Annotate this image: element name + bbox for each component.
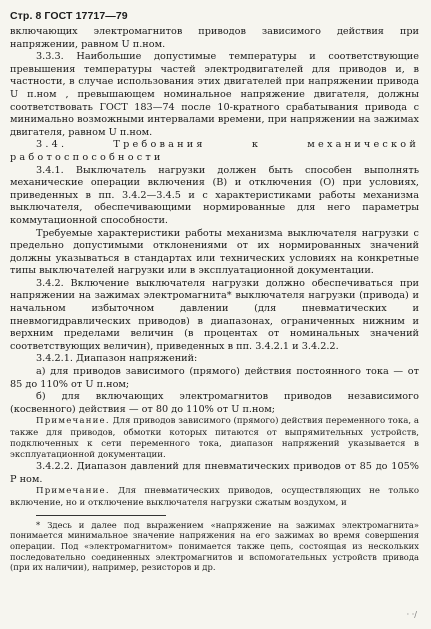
paragraph: 3.4.2. Включение выключателя нагрузки должно обеспечиваться при напряжении на зажимах электромагнита* выключателя нагрузки (привода) и начальном избыточном давлении (для пневматических и пневмогидравлических приводов) в диапазонах, ограниченных нижним и верхним пределами величин (в процентах от номинальных значений соответствующих величин), приведенных в пп. 3.4.2.1 и 3.4.2.2.	[10, 277, 419, 352]
paragraph: Требуемые характеристики работы механизма выключателя нагрузки с предельно допустимыми отклонениями от их нормированных значений должны указываться в стандартах или технических условиях на конкретные типы выключателей нагрузки или в эксплуатационной документации.	[10, 227, 419, 277]
list-item: б) для включающих электромагнитов приводов независимого (косвенного) действия — от 80 до 110% от U п.ном;	[10, 391, 419, 415]
body-text	[10, 26, 419, 509]
paragraph: включающих электромагнитов приводов зависимого действия при напряжении, равном U п.ном.	[10, 26, 419, 50]
paragraph: 3.3.3. Наибольшие допустимые температуры и соответствующие превышения температуры частей электродвигателей для приводов и, в частности, в случае использования этих двигателей при напряжении привода U п.ном , превышающем номинальное напряжение двигателя, должны соответствовать ГОСТ 183—74 после 10-кратного срабатывания привода с минимально возможными интервалами времени, при напряжении на зажимах двигателя, равном U п.ном.	[10, 51, 419, 138]
page-header: Стр. 8 ГОСТ 17717—79	[10, 10, 128, 22]
corner-mark: · ·/	[406, 610, 417, 619]
note-label: Примечание.	[36, 416, 110, 427]
footnote: * Здесь и далее под выражением «напряжение на зажимах электромагнита» понимается минимальное значение напряжения на его зажимах во время совершения операции. Под «электромагнитом» понимается также цепь, состоящая из нескольких последовательно соединенных электромагнитов и вспомогательных устройств привода (при их наличии), например, резисторов и др.	[10, 519, 419, 573]
section-heading: 3.4. Требования к механической работоспособности	[10, 139, 419, 163]
paragraph: 3.4.1. Выключатель нагрузки должен быть способен выполнять механические операции включения (В) и отключения (О) при условиях, приведенных в пп. 3.4.2—3.4.5 и с характеристиками работы механизма выключателя, обеспечивающими нормированные для него параметры коммутационной способности.	[10, 164, 419, 226]
list-item: а) для приводов зависимого (прямого) действия постоянного тока — от 85 до 110% от U п.ном;	[10, 366, 419, 390]
note-label: Примечание.	[36, 486, 110, 497]
note-text: Для приводов зависимого (прямого) действия переменного тока, а также для приводов, обмотки которых питаются от выпрямительных устройств, подключенных к сети переменного тока, диапазон напряжений указывается в эксплуатационной документации.	[10, 416, 419, 461]
paragraph: 3.4.2.1. Диапазон напряжений:	[36, 353, 198, 365]
paragraph: 3.4.2.2. Диапазон давлений для пневматических приводов от 85 до 105% P ном.	[10, 461, 419, 485]
footnote-divider	[36, 515, 166, 516]
note-text: Для пневматических приводов, осуществляющих не только включение, но и отключение выключателя нагрузки сжатым воздухом, и	[10, 486, 419, 508]
note	[10, 486, 419, 508]
note	[10, 416, 419, 461]
